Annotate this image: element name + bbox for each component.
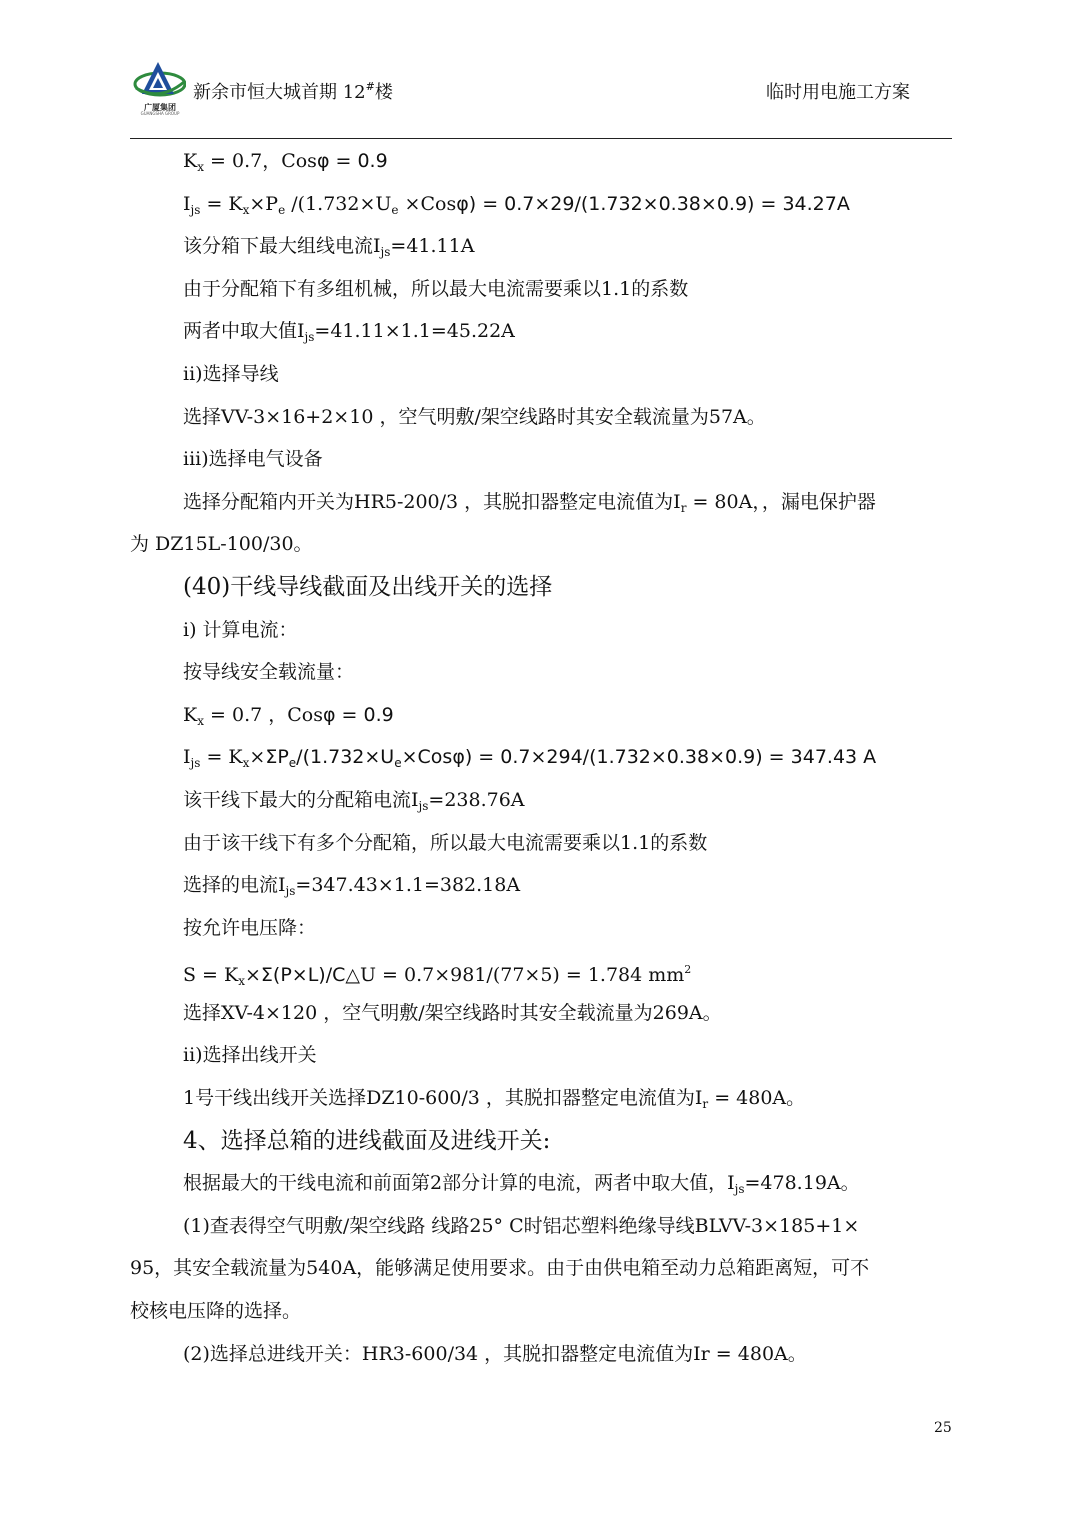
text-line: (2)选择总进线开关：HR3-600/34 ，其脱扣器整定电流值为Ir = 480A。 [183,1342,807,1365]
text-line: 由于该干线下有多个分配箱，所以最大电流需要乘以1.1的系数 [183,831,708,854]
text-line: 校核电压降的选择。 [130,1300,302,1323]
header-rule [130,138,952,139]
section-heading: (40)干线导线截面及出线开关的选择 [183,573,553,600]
text-line: 95，其安全载流量为540A，能够满足使用要求。由于由供电箱至动力总箱距离短，可不 [130,1257,870,1280]
text-line: $K_x = 0.7$，Cosφ = 0.9 [183,150,388,174]
document-subject: 临时用电施工方案 [766,82,910,103]
text-line: 选择的电流$I_{js}=347.43\times 1.1=382.18A$ [183,874,521,899]
text-line: iii)选择电气设备 [183,448,323,471]
page-number: 25 [934,1420,952,1436]
text-line: (1)查表得空气明敷/架空线路 线路25° C时铝芯塑料绝缘导线BLVV-3×185+1× [183,1214,860,1237]
logo-subtext: GUANGSHA GROUP [140,111,180,116]
section-heading: 4、选择总箱的进线截面及进线开关: [183,1127,551,1154]
text-line: $I_{js} = K_x\times\Sigma P_e/(1.732\times U_e\times Cos\varphi) = 0.7\times 294/(1.732\times 0.38\times 0.9) = 347.43$ A [183,746,877,771]
text-line: $K_x = 0.7$ ，Cosφ = 0.9 [183,703,394,728]
text-line: 该干线下最大的分配箱电流$I_{js}=238.76A$ [183,788,525,813]
text-line: 由于分配箱下有多组机械，所以最大电流需要乘以1.1的系数 [183,277,689,300]
text-line: 选择分配箱内开关为HR5-200/3 ，其脱扣器整定电流值为$I_r = 80A$，，漏电保护器 [183,490,876,515]
page-content [130,140,952,1375]
text-line: 为 DZ15L-100/30。 [130,533,313,556]
text-line: 按导线安全载流量： [183,661,355,684]
text-line: 选择XV-4×120 ，空气明敷/架空线路时其安全载流量为269A。 [183,1001,722,1024]
text-line: 选择VV-3×16+2×10 ，空气明敷/架空线路时其安全载流量为57A。 [183,405,766,428]
text-line: 根据最大的干线电流和前面第2部分计算的电流，两者中取大值，$I_{js}=478.19A$。 [183,1172,860,1197]
text-line: ii)选择出线开关 [183,1044,317,1067]
text-line: 该分箱下最大组线电流$I_{js}=41.11A$ [183,235,475,260]
text-line: $S = K_x\times\Sigma(P\times L)/C\triangle U = 0.7\times 981/(77\times 5) = 1.784$ $mm^2$ [183,963,692,989]
page-header [130,52,952,140]
text-line: 两者中取大值$I_{js}=41.11\times 1.1=45.22A$ [183,320,515,345]
text-line: i) 计算电流： [183,618,298,641]
logo-text: 广厦集团 [144,103,176,112]
text-line: $I_{js} = K_x\times P_e$ $/(1.732\times U_e \times Cos\varphi) = 0.7\times 29/(1.732\times 0.38\times 0.9) = 34.27A$ [183,192,850,217]
document-title: 新余市恒大城首期 12#楼 [193,80,393,103]
text-line: 按允许电压降： [183,916,317,939]
text-line: 1号干线出线开关选择DZ10-600/3 ，其脱扣器整定电流值为$I_r = 480A$。 [183,1087,806,1112]
text-line: ii)选择导线 [183,362,279,385]
